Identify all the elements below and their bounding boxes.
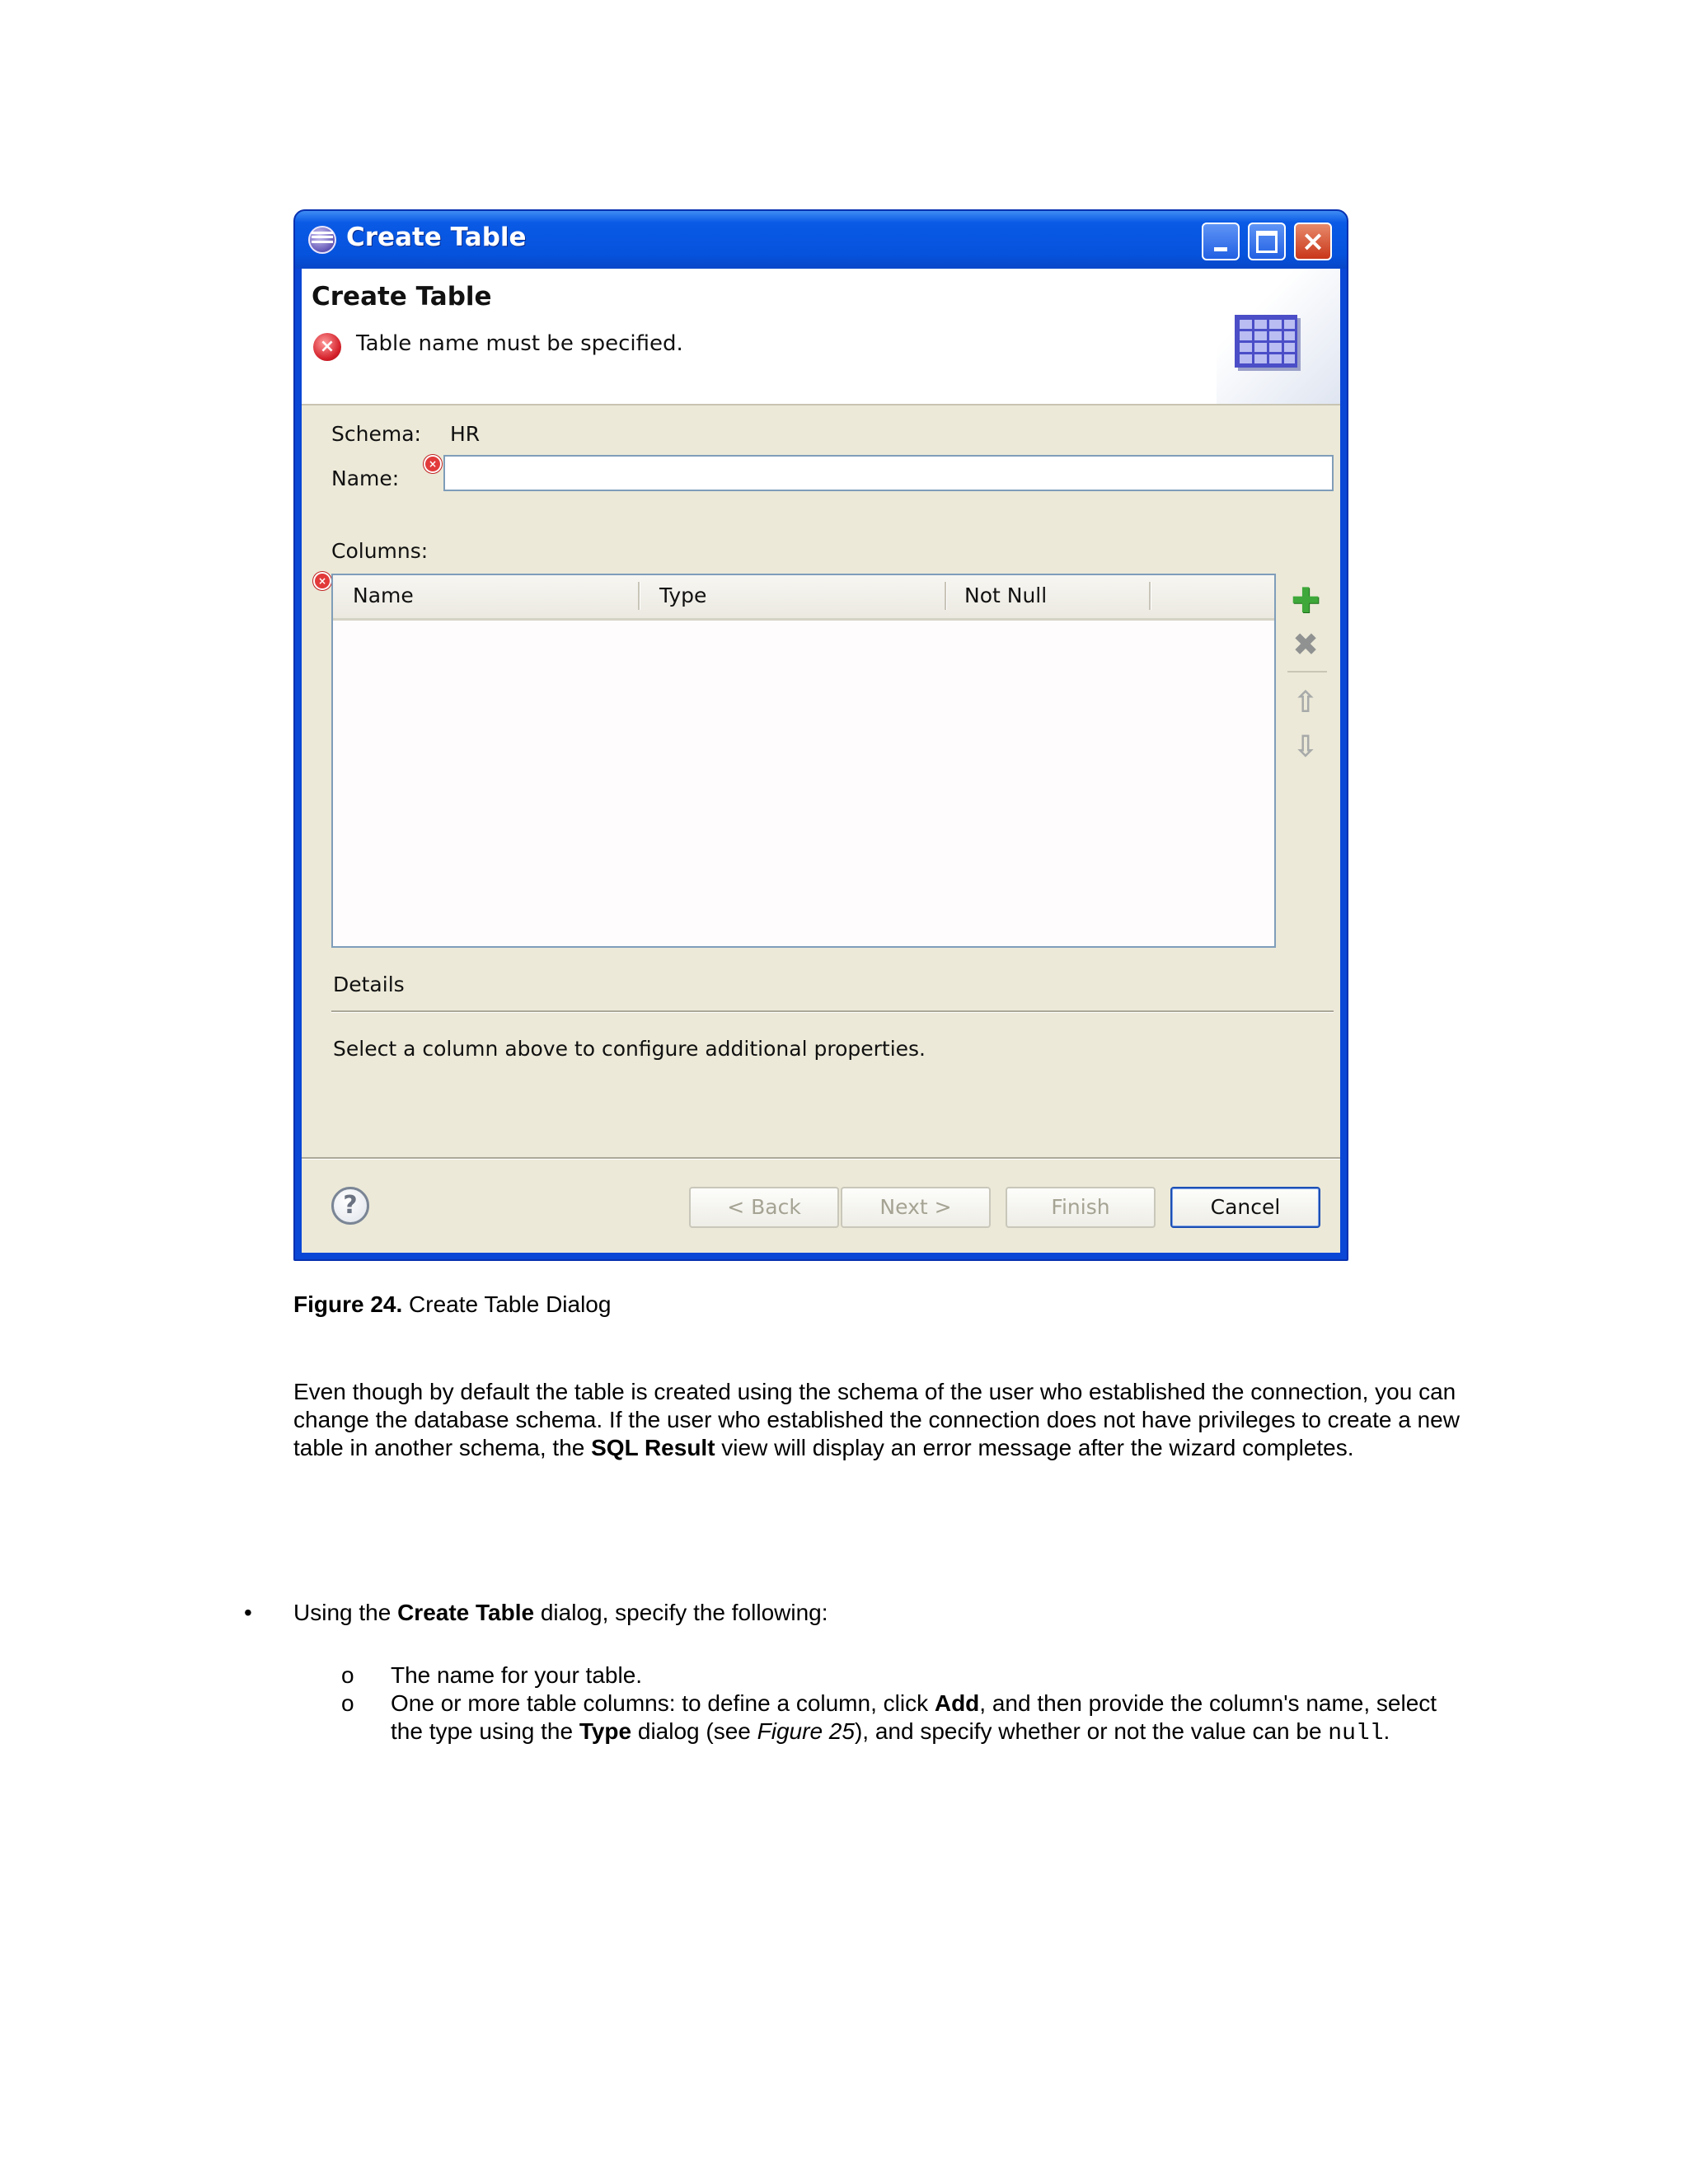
eclipse-icon: [308, 226, 336, 254]
table-icon: [1235, 315, 1297, 368]
error-message: Table name must be specified.: [356, 331, 683, 356]
paragraph-text: Even though by default the table is created using the schema of the user who established the connection, you can change the database schema. If the user who established the connection does not have privileges to create a new table in another schema, the: [293, 1379, 1460, 1460]
schema-value: HR: [450, 422, 481, 446]
sub-bullet-marker: o: [341, 1690, 354, 1716]
sub2-text: .: [1383, 1718, 1390, 1744]
close-icon: ×: [1301, 225, 1325, 258]
bullet-marker: •: [244, 1600, 252, 1625]
banner-title: Create Table: [312, 282, 492, 312]
column-header-type[interactable]: Type: [659, 583, 707, 607]
column-header-not-null[interactable]: Not Null: [964, 583, 1048, 607]
error-icon: ×: [313, 333, 341, 361]
columns-label: Columns:: [331, 539, 429, 563]
column-separator[interactable]: [945, 582, 947, 610]
arrow-up-icon: ⇧: [1292, 685, 1319, 719]
maximize-button[interactable]: [1248, 223, 1286, 260]
dialog-body: [302, 269, 1340, 1253]
column-separator[interactable]: [638, 582, 640, 610]
minimize-button[interactable]: [1202, 223, 1240, 260]
sub2-text: ), and specify whether or not the value can be: [854, 1718, 1329, 1744]
bullet-text-end: dialog, specify the following:: [534, 1600, 828, 1625]
sub-bullet-marker: o: [341, 1662, 354, 1688]
title-bar[interactable]: [295, 211, 1347, 269]
create-table-dialog: [293, 209, 1348, 1261]
remove-column-button[interactable]: [1289, 628, 1322, 661]
columns-table-header: [333, 575, 1274, 621]
bullet-text: Using the: [293, 1600, 398, 1625]
name-error-icon: ×: [424, 455, 442, 473]
caption-text: Create Table Dialog: [402, 1291, 612, 1317]
window-title: Create Table: [346, 223, 527, 252]
schema-label: Schema:: [331, 422, 421, 446]
move-up-button[interactable]: [1289, 686, 1322, 719]
add-column-button[interactable]: [1289, 579, 1322, 621]
close-button[interactable]: [1294, 223, 1332, 260]
sub2-code-null: null: [1328, 1721, 1384, 1746]
figure-caption: [293, 1291, 611, 1319]
sub2-bold-type: Type: [579, 1718, 632, 1744]
paragraph-text-end: view will display an error message after the wizard completes.: [715, 1435, 1354, 1460]
sub2-figure-ref: Figure 25: [757, 1718, 855, 1744]
back-button[interactable]: < Back: [689, 1187, 839, 1228]
details-divider: [331, 1010, 1334, 1013]
columns-table[interactable]: [331, 574, 1276, 948]
name-label: Name:: [331, 466, 400, 490]
move-down-button[interactable]: [1289, 730, 1322, 763]
caption-label: Figure 24.: [293, 1291, 403, 1317]
delete-icon: ✖: [1292, 626, 1319, 663]
footer-divider: [302, 1157, 1340, 1160]
bullet-item: [293, 1599, 828, 1627]
help-button[interactable]: [331, 1187, 369, 1225]
toolbar-separator: [1287, 671, 1327, 673]
dialog-banner: [302, 269, 1340, 405]
plus-icon: ✚: [1291, 579, 1320, 621]
finish-button[interactable]: Finish: [1006, 1187, 1156, 1228]
sub2-text: , and then provide the column's name, select the type using the: [391, 1690, 1437, 1744]
name-input[interactable]: [443, 455, 1334, 491]
sub2-bold-add: Add: [934, 1690, 980, 1716]
column-separator[interactable]: [1149, 582, 1151, 610]
next-button[interactable]: Next >: [841, 1187, 991, 1228]
sub-bullet-item: [391, 1690, 1462, 1748]
column-header-name[interactable]: Name: [353, 583, 414, 607]
arrow-down-icon: ⇩: [1292, 729, 1319, 764]
paragraph-bold: SQL Result: [591, 1435, 715, 1460]
columns-error-icon: ×: [313, 572, 331, 590]
sub-bullet-item: The name for your table.: [391, 1662, 643, 1688]
sub2-text: dialog (see: [631, 1718, 757, 1744]
bullet-bold: Create Table: [397, 1600, 535, 1625]
help-icon: ?: [343, 1191, 358, 1220]
details-text: Select a column above to configure additional properties.: [333, 1037, 926, 1061]
cancel-button[interactable]: Cancel: [1170, 1187, 1320, 1228]
details-label: Details: [333, 972, 405, 996]
body-paragraph: [293, 1378, 1480, 1462]
sub2-text: One or more table columns: to define a column, click: [391, 1690, 935, 1716]
